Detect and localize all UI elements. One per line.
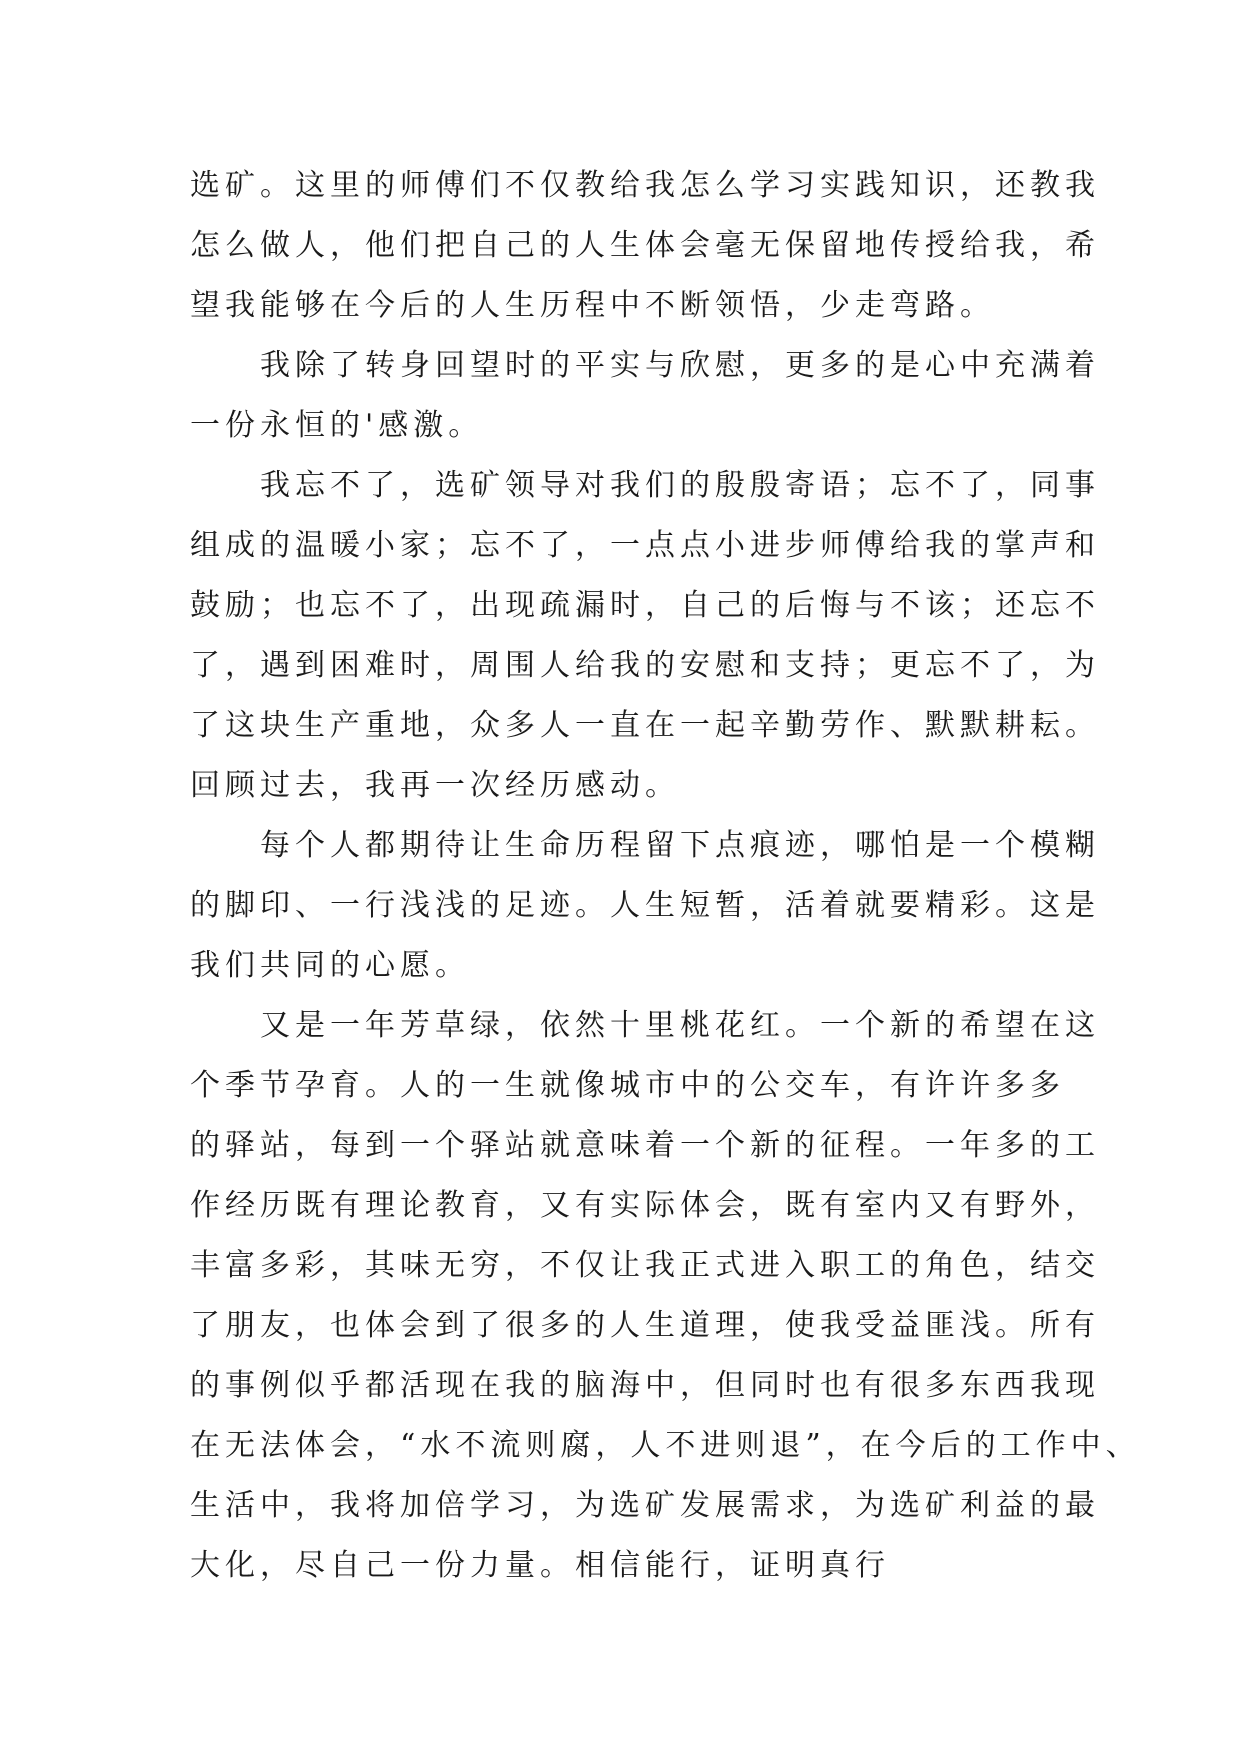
text-line: 了朋友，也体会到了很多的人生道理，使我受益匪浅。所有 (190, 1308, 1100, 1343)
text-line: 的事例似乎都活现在我的脑海中，但同时也有很多东西我现 (190, 1368, 1100, 1403)
text-line: 又是一年芳草绿，依然十里桃花红。一个新的希望在这 (190, 1008, 1100, 1043)
text-line: 每个人都期待让生命历程留下点痕迹，哪怕是一个模糊 (190, 828, 1100, 863)
text-line: 组成的温暖小家；忘不了，一点点小进步师傅给我的掌声和 (190, 528, 1100, 563)
text-line: 鼓励；也忘不了，出现疏漏时，自己的后悔与不该；还忘不 (190, 588, 1100, 623)
text-line: 作经历既有理论教育，又有实际体会，既有室内又有野外， (190, 1188, 1100, 1223)
text-line: 回顾过去，我再一次经历感动。 (190, 768, 680, 803)
text-line: 的驿站，每到一个驿站就意味着一个新的征程。一年多的工 (190, 1128, 1100, 1163)
text-line: 了这块生产重地，众多人一直在一起辛勤劳作、默默耕耘。 (190, 708, 1100, 743)
text-line: 大化，尽自己一份力量。相信能行，证明真行 (190, 1548, 890, 1583)
text-line: 的脚印、一行浅浅的足迹。人生短暂，活着就要精彩。这是 (190, 888, 1100, 923)
text-line: 丰富多彩，其味无穷，不仅让我正式进入职工的角色，结交 (190, 1248, 1100, 1283)
text-line: 在无法体会，“水不流则腐，人不进则退”，在今后的工作中、 (190, 1428, 1141, 1463)
text-line: 了，遇到困难时，周围人给我的安慰和支持；更忘不了，为 (190, 648, 1100, 683)
text-line: 怎么做人，他们把自己的人生体会毫无保留地传授给我，希 (190, 228, 1100, 263)
text-line: 我除了转身回望时的平实与欣慰，更多的是心中充满着 (190, 348, 1100, 383)
text-line: 个季节孕育。人的一生就像城市中的公交车，有许许多多 (190, 1068, 1065, 1103)
text-line: 生活中，我将加倍学习，为选矿发展需求，为选矿利益的最 (190, 1488, 1100, 1523)
text-line: 选矿。这里的师傅们不仅教给我怎么学习实践知识，还教我 (190, 168, 1100, 203)
text-line: 一份永恒的'感激。 (190, 408, 484, 443)
text-line: 我忘不了，选矿领导对我们的殷殷寄语；忘不了，同事 (190, 468, 1100, 503)
text-line: 望我能够在今后的人生历程中不断领悟，少走弯路。 (190, 288, 995, 323)
document-body (190, 156, 1141, 1596)
text-line: 我们共同的心愿。 (190, 948, 470, 983)
